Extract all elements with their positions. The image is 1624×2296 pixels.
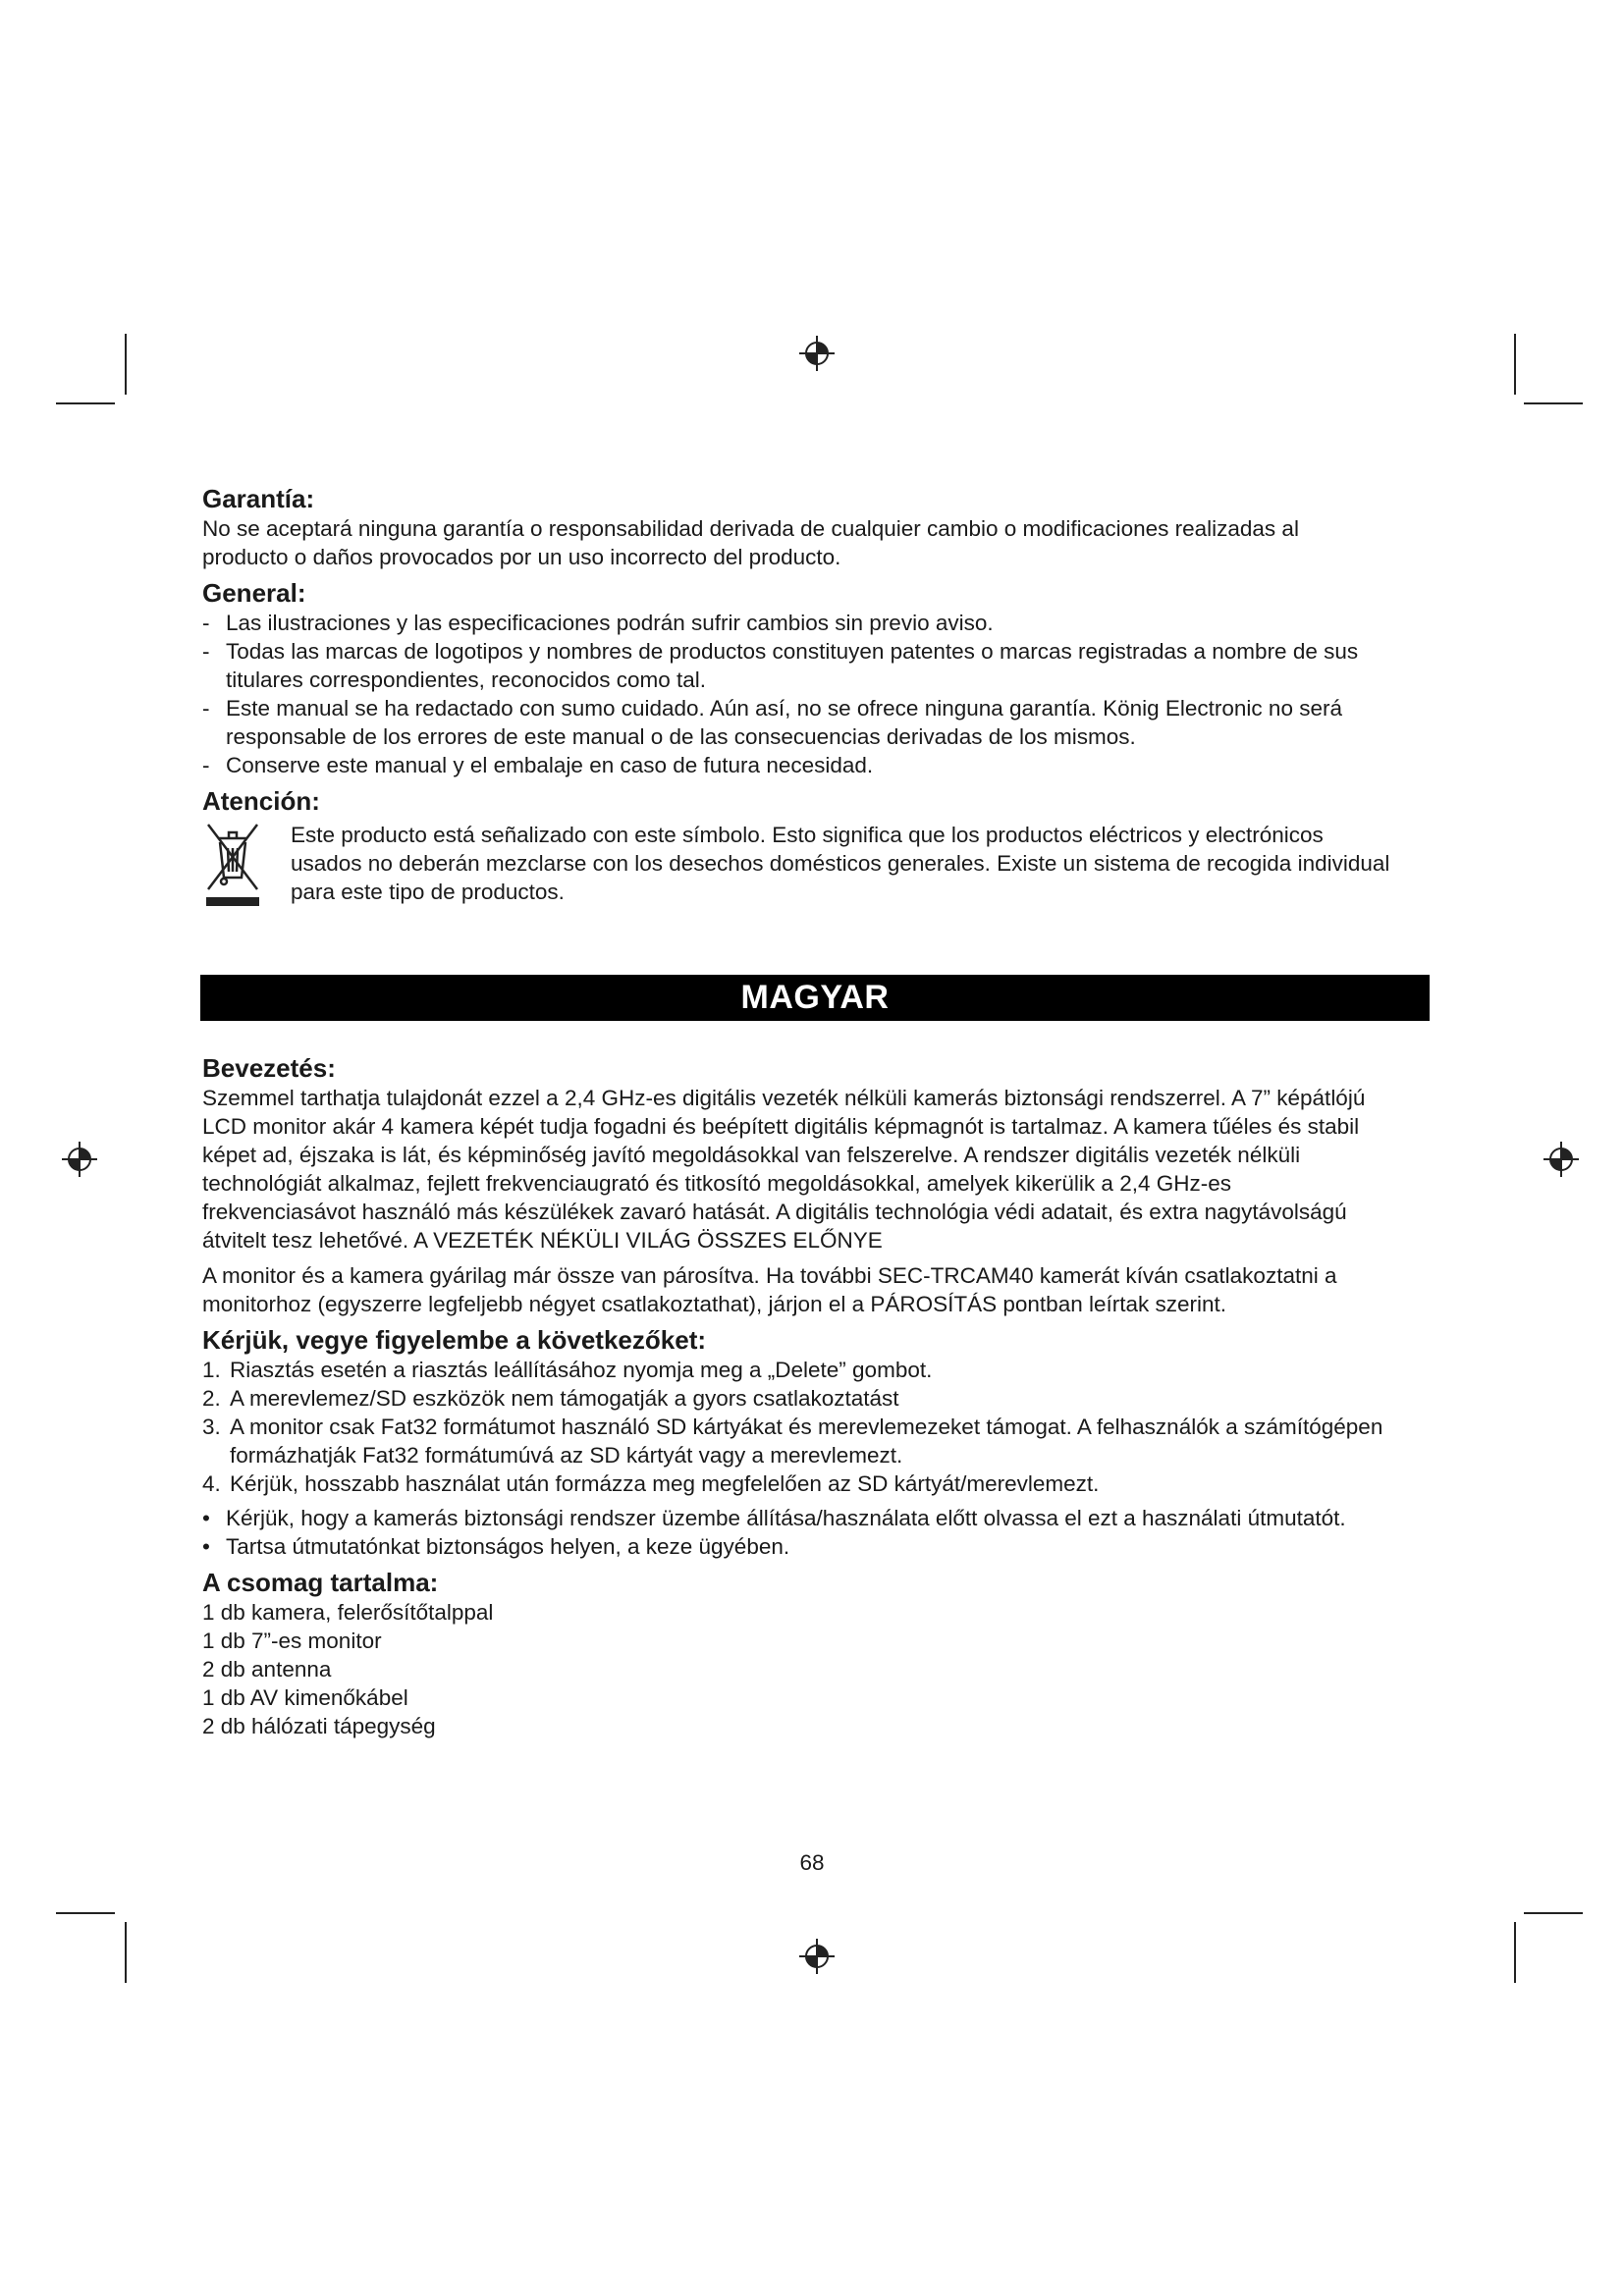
kerjuk-heading: Kérjük, vegye figyelembe a következőket: <box>202 1325 707 1355</box>
general-heading: General: <box>202 578 306 608</box>
list-item <box>202 609 1432 637</box>
bevezetes-line: monitorhoz (egyszerre legfeljebb négyet csatlakoztathat), járjon el a PÁROSÍTÁS pontban leírtak szerint. <box>202 1292 1227 1316</box>
list-marker: 3. <box>202 1415 221 1439</box>
crop-mark-bottom-left-vertical <box>125 1922 127 1983</box>
spanish-section <box>202 483 1432 909</box>
list-marker: - <box>202 639 210 664</box>
bevezetes-line: frekvenciasávot használó más készülékek zavaró hatását. A digitális technológia védi adatait, és extra nagytávolságú <box>202 1200 1347 1224</box>
bevezetes-line: képet ad, éjszaka is lát, és képminőség javító megoldásokkal van felszerelve. A rendszer digitális vezeték nélküli <box>202 1143 1301 1167</box>
registration-mark-icon <box>60 1140 99 1179</box>
crop-mark-bottom-right-vertical <box>1514 1922 1516 1983</box>
crop-mark-top-left-vertical <box>125 334 127 395</box>
list-item-line: Las ilustraciones y las especificaciones podrán sufrir cambios sin previo aviso. <box>226 611 994 635</box>
bevezetes-line: átvitelt tesz lehetővé. A VEZETÉK NÉKÜLI VILÁG ÖSSZES ELŐNYE <box>202 1228 883 1253</box>
list-item-line: Todas las marcas de logotipos y nombres de productos constituyen patentes o marcas registradas a nombre de sus <box>226 639 1359 664</box>
list-item-line: Este manual se ha redactado con sumo cuidado. Aún así, no se ofrece ninguna garantía. König Electronic no será <box>226 696 1342 721</box>
list-item <box>202 1532 1432 1561</box>
kerjuk-bullet-list <box>202 1504 1432 1561</box>
list-marker: • <box>202 1506 210 1530</box>
bevezetes-line: A monitor és a kamera gyárilag már össze van párosítva. Ha további SEC-TRCAM40 kamerát kíván csatlakoztatni a <box>202 1263 1337 1288</box>
bevezetes-line: Szemmel tarthatja tulajdonát ezzel a 2,4 GHz-es digitális vezeték nélküli kamerás biztonsági rendszerrel. A 7” képátlójú <box>202 1086 1366 1110</box>
list-item-line: responsable de los errores de este manual o de las consecuencias derivadas de los mismos. <box>226 724 1136 749</box>
list-item-line: titulares correspondientes, reconocidos como tal. <box>226 667 707 692</box>
list-item-line: Kérjük, hogy a kamerás biztonsági rendszer üzembe állítása/használata előtt olvassa el ezt a használati útmutatót. <box>226 1506 1346 1530</box>
atencion-heading: Atención: <box>202 786 320 816</box>
list-marker: • <box>202 1534 210 1559</box>
hungarian-section <box>202 1052 1432 1740</box>
crop-mark-bottom-left-horizontal <box>56 1912 115 1914</box>
crop-mark-top-right-horizontal <box>1524 402 1583 404</box>
bevezetes-line: LCD monitor akár 4 kamera képét tudja fogadni és beépített digitális képmagnót is tartalmaz. A kamera tűéles és stabil <box>202 1114 1360 1139</box>
csomag-heading: A csomag tartalma: <box>202 1568 439 1597</box>
csomag-item: 1 db kamera, felerősítőtalppal <box>202 1600 494 1625</box>
list-item <box>202 1504 1432 1532</box>
list-item <box>202 1384 1432 1413</box>
list-marker: 4. <box>202 1471 221 1496</box>
garantia-line: No se aceptará ninguna garantía o responsabilidad derivada de cualquier cambio o modificaciones realizadas al <box>202 516 1299 541</box>
general-list <box>202 609 1432 779</box>
atencion-block <box>202 821 1432 909</box>
registration-mark-icon <box>797 1937 837 1976</box>
list-item-line: Conserve este manual y el embalaje en caso de futura necesidad. <box>226 753 874 777</box>
crop-mark-top-left-horizontal <box>56 402 115 404</box>
csomag-item: 2 db antenna <box>202 1657 332 1682</box>
list-item-line: Tartsa útmutatónkat biztonságos helyen, a keze ügyében. <box>226 1534 790 1559</box>
list-marker: - <box>202 753 210 777</box>
list-item <box>202 1413 1432 1469</box>
list-marker: - <box>202 611 210 635</box>
weee-crossed-bin-icon <box>202 821 263 909</box>
garantia-heading: Garantía: <box>202 484 315 513</box>
list-item-line: Kérjük, hosszabb használat után formázza meg megfelelően az SD kártyát/merevlemezt. <box>230 1471 1100 1496</box>
bevezetes-heading: Bevezetés: <box>202 1053 336 1083</box>
list-marker: 1. <box>202 1358 221 1382</box>
list-marker: - <box>202 696 210 721</box>
crop-mark-top-right-vertical <box>1514 334 1516 395</box>
list-item <box>202 751 1432 779</box>
csomag-item: 1 db AV kimenőkábel <box>202 1685 408 1710</box>
list-item <box>202 1356 1432 1384</box>
atencion-line: Este producto está señalizado con este símbolo. Esto significa que los productos eléctricos y electrónicos <box>291 823 1324 847</box>
kerjuk-numbered-list <box>202 1356 1432 1498</box>
list-item-line: formázhatják Fat32 formátumúvá az SD kártyát vagy a merevlemezt. <box>230 1443 903 1468</box>
list-item <box>202 637 1432 694</box>
atencion-line: usados no deberán mezclarse con los desechos domésticos generales. Existe un sistema de recogida individual <box>291 851 1390 876</box>
atencion-text <box>291 821 1389 909</box>
crop-mark-bottom-right-horizontal <box>1524 1912 1583 1914</box>
csomag-item: 2 db hálózati tápegység <box>202 1714 436 1738</box>
page-number: 68 <box>799 1850 825 1875</box>
bevezetes-line: technológiát alkalmaz, fejlett frekvenciaugrató és titkosító megoldásokkal, amelyek kikerülik a 2,4 GHz-es <box>202 1171 1231 1196</box>
csomag-item: 1 db 7”-es monitor <box>202 1629 382 1653</box>
list-item-line: A monitor csak Fat32 formátumot használó SD kártyákat és merevlemezeket támogat. A felhasználók a számítógépen <box>230 1415 1383 1439</box>
atencion-line: para este tipo de productos. <box>291 880 565 904</box>
list-item-line: Riasztás esetén a riasztás leállításához nyomja meg a „Delete” gombot. <box>230 1358 933 1382</box>
list-item <box>202 1469 1432 1498</box>
list-marker: 2. <box>202 1386 221 1411</box>
registration-mark-icon <box>1542 1140 1581 1179</box>
garantia-line: producto o daños provocados por un uso incorrecto del producto. <box>202 545 841 569</box>
section-banner-magyar: MAGYAR <box>200 975 1430 1021</box>
list-item-line: A merevlemez/SD eszközök nem támogatják a gyors csatlakoztatást <box>230 1386 899 1411</box>
registration-mark-icon <box>797 334 837 373</box>
list-item <box>202 694 1432 751</box>
